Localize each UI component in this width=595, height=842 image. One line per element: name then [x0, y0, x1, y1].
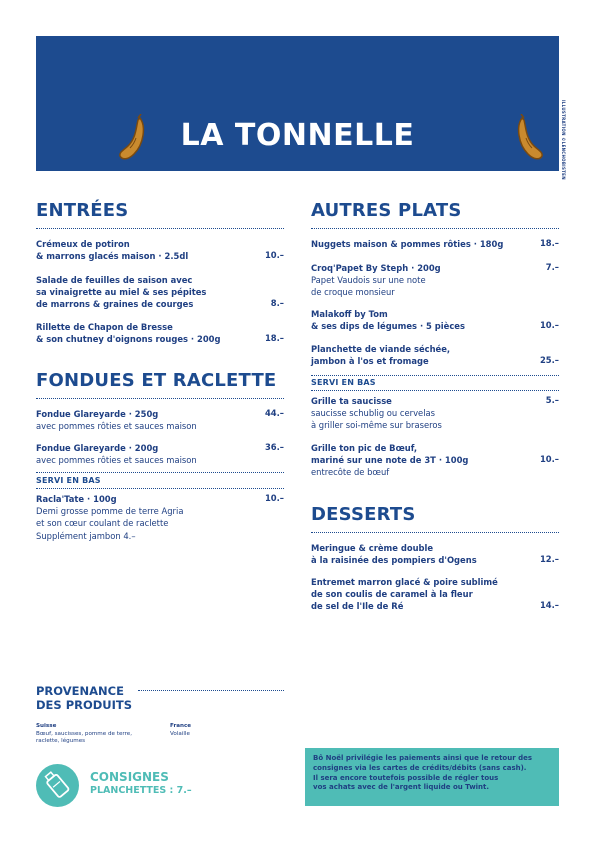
menu-item: Grille ta saucisse saucisse schublig ou cervelas à griller soi-même sur braseros	[311, 396, 442, 431]
menu-item: Nuggets maison & pommes rôties · 180g	[311, 239, 504, 249]
provenance-france: France Volaille	[170, 723, 192, 737]
servi-en-bas-divider-bottom	[311, 390, 559, 391]
menu-item: Rillette de Chapon de Bresse & son chutney d'oignons rouges · 200g	[36, 322, 221, 345]
autres-plats-title: AUTRES PLATS	[311, 200, 462, 221]
header-banner	[36, 36, 559, 171]
illustration-credit: ILLUSTRATION ©LENCHOBISTEN	[561, 100, 566, 180]
menu-item-price: 10.–	[539, 320, 559, 330]
desserts-divider	[311, 532, 559, 533]
sausage-right-icon	[514, 114, 546, 164]
servi-en-bas-heading: SERVI EN BAS	[36, 476, 101, 485]
menu-item-price: 18.–	[539, 238, 559, 248]
consignes-label: CONSIGNES PLANCHETTES : 7.–	[90, 770, 192, 796]
menu-item-price: 18.–	[264, 333, 284, 343]
provenance-title: PROVENANCE DES PRODUITS	[36, 684, 133, 712]
menu-item-price: 10.–	[264, 250, 284, 260]
menu-item: Malakoff by Tom & ses dips de légumes · 5 pièces	[311, 309, 465, 332]
autres-divider	[311, 228, 559, 229]
provenance-switzerland: Suisse Bœuf, saucisses, pomme de terre, raclette, légumes	[36, 723, 132, 744]
menu-item: Croq'Papet By Steph · 200g Papet Vaudois sur une note de croque monsieur	[311, 263, 441, 298]
menu-item-price: 10.–	[539, 454, 559, 464]
menu-item: Meringue & crème double à la raisinée des pompiers d'Ogens	[311, 543, 477, 566]
provenance-divider	[138, 690, 284, 691]
menu-item: Racla'Tate · 100g Demi grosse pomme de terre Agria et son cœur coulant de raclette Supplément jambon 4.–	[36, 494, 184, 541]
servi-en-bas-heading: SERVI EN BAS	[311, 378, 376, 387]
menu-item-price: 7.–	[545, 262, 559, 272]
menu-item: Fondue Glareyarde · 200g avec pommes rôties et sauces maison	[36, 443, 197, 466]
menu-item-price: 12.–	[539, 554, 559, 564]
menu-item-price: 25.–	[539, 355, 559, 365]
fondues-divider	[36, 398, 284, 399]
menu-item-price: 36.–	[264, 442, 284, 452]
menu-item: Fondue Glareyarde · 250g avec pommes rôties et sauces maison	[36, 409, 197, 432]
consigne-bottle-icon	[36, 764, 79, 807]
page-title: LA TONNELLE	[180, 118, 415, 153]
menu-item: Entremet marron glacé & poire sublimé de son coulis de caramel à la fleur de sel de l'Ile de Ré	[311, 577, 498, 612]
menu-item: Planchette de viande séchée, jambon à l'os et fromage	[311, 344, 451, 367]
menu-item: Salade de feuilles de saison avec sa vinaigrette au miel & ses pépites de marrons & graines de courges	[36, 275, 207, 310]
menu-item-price: 10.–	[264, 493, 284, 503]
menu-item: Crémeux de potiron & marrons glacés maison · 2.5dl	[36, 239, 189, 262]
servi-en-bas-divider-top	[311, 375, 559, 376]
menu-item-price: 8.–	[270, 298, 284, 308]
desserts-title: DESSERTS	[311, 504, 416, 525]
servi-en-bas-divider-top	[36, 472, 284, 473]
servi-en-bas-divider-bottom	[36, 488, 284, 489]
menu-item: Grille ton pic de Bœuf, mariné sur une note de 3T · 100g entrecôte de bœuf	[311, 443, 469, 478]
entrees-title: ENTRÉES	[36, 200, 129, 221]
menu-item-price: 44.–	[264, 408, 284, 418]
fondues-title: FONDUES ET RACLETTE	[36, 370, 277, 391]
menu-item-price: 5.–	[545, 395, 559, 405]
entrees-divider	[36, 228, 284, 229]
payment-note: Bô Noël privilégie les paiements ainsi que le retour des consignes via les cartes de crédits/débits (sans cash). Il sera encore toutefois possible de régler tous vos achats avec de l'argent liquide ou Twint.	[305, 748, 559, 806]
menu-item-price: 14.–	[539, 600, 559, 610]
